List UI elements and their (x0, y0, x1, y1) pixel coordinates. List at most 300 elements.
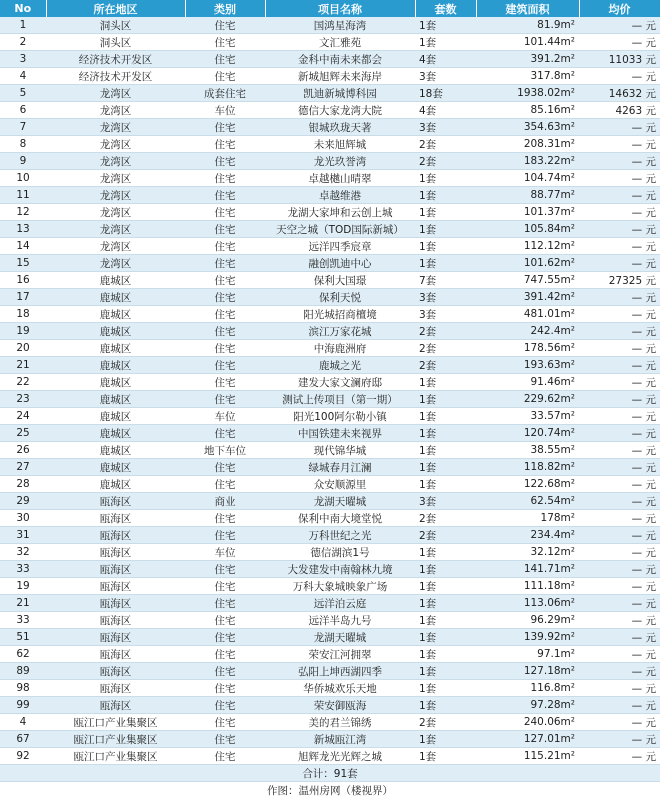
cell-no: 14 (0, 238, 46, 255)
cell-no: 17 (0, 289, 46, 306)
cell-district: 瓯海区 (46, 629, 185, 646)
cell-price: — 元 (579, 697, 660, 714)
table-row (0, 34, 660, 51)
cell-no: 3 (0, 51, 46, 68)
cell-project: 滨江万家花城 (265, 323, 415, 340)
cell-units: 3套 (415, 68, 476, 85)
header-no: No (0, 0, 46, 17)
cell-no: 98 (0, 680, 46, 697)
table-row (0, 714, 660, 731)
cell-project: 保利大国璟 (265, 272, 415, 289)
table-row (0, 119, 660, 136)
cell-price: — 元 (579, 612, 660, 629)
cell-district: 龙湾区 (46, 170, 185, 187)
cell-district: 瓯江口产业集聚区 (46, 731, 185, 748)
cell-area: 101.37m² (476, 204, 579, 221)
cell-category: 住宅 (185, 153, 265, 170)
table-row (0, 629, 660, 646)
cell-category: 住宅 (185, 510, 265, 527)
table-row (0, 459, 660, 476)
cell-district: 龙湾区 (46, 102, 185, 119)
cell-price: — 元 (579, 306, 660, 323)
cell-area: 101.62m² (476, 255, 579, 272)
table-row (0, 204, 660, 221)
cell-no: 26 (0, 442, 46, 459)
cell-price: — 元 (579, 425, 660, 442)
cell-no: 15 (0, 255, 46, 272)
cell-price: — 元 (579, 714, 660, 731)
cell-units: 1套 (415, 646, 476, 663)
cell-district: 瓯海区 (46, 578, 185, 595)
cell-price: — 元 (579, 221, 660, 238)
cell-units: 3套 (415, 119, 476, 136)
cell-district: 龙湾区 (46, 119, 185, 136)
cell-no: 24 (0, 408, 46, 425)
cell-area: 118.82m² (476, 459, 579, 476)
header-row (0, 0, 660, 17)
cell-project: 美的君兰锦绣 (265, 714, 415, 731)
table-row (0, 527, 660, 544)
cell-no: 19 (0, 578, 46, 595)
cell-category: 车位 (185, 102, 265, 119)
cell-area: 229.62m² (476, 391, 579, 408)
cell-area: 96.29m² (476, 612, 579, 629)
cell-units: 1套 (415, 391, 476, 408)
cell-units: 1套 (415, 697, 476, 714)
cell-price: — 元 (579, 459, 660, 476)
cell-district: 洞头区 (46, 34, 185, 51)
cell-area: 240.06m² (476, 714, 579, 731)
table-row (0, 51, 660, 68)
cell-district: 鹿城区 (46, 357, 185, 374)
cell-project: 远洋泊云庭 (265, 595, 415, 612)
cell-project: 华侨城欢乐天地 (265, 680, 415, 697)
cell-no: 10 (0, 170, 46, 187)
cell-project: 旭辉龙光光辉之城 (265, 748, 415, 765)
cell-units: 7套 (415, 272, 476, 289)
cell-area: 111.18m² (476, 578, 579, 595)
cell-district: 瓯海区 (46, 595, 185, 612)
cell-no: 23 (0, 391, 46, 408)
cell-units: 1套 (415, 544, 476, 561)
cell-no: 1 (0, 17, 46, 34)
cell-no: 19 (0, 323, 46, 340)
cell-price: — 元 (579, 510, 660, 527)
table-row (0, 238, 660, 255)
cell-district: 鹿城区 (46, 374, 185, 391)
cell-units: 1套 (415, 221, 476, 238)
cell-units: 18套 (415, 85, 476, 102)
cell-category: 住宅 (185, 391, 265, 408)
cell-project: 龙湖天曜城 (265, 629, 415, 646)
cell-no: 6 (0, 102, 46, 119)
table-row (0, 748, 660, 765)
table-row (0, 697, 660, 714)
cell-units: 2套 (415, 136, 476, 153)
cell-price: — 元 (579, 629, 660, 646)
cell-district: 瓯海区 (46, 561, 185, 578)
cell-project: 万科世纪之光 (265, 527, 415, 544)
cell-units: 1套 (415, 731, 476, 748)
table-row (0, 340, 660, 357)
cell-project: 万科大象城映象广场 (265, 578, 415, 595)
cell-project: 龙湖天曜城 (265, 493, 415, 510)
cell-units: 1套 (415, 595, 476, 612)
cell-no: 92 (0, 748, 46, 765)
cell-no: 30 (0, 510, 46, 527)
cell-price: — 元 (579, 204, 660, 221)
cell-units: 1套 (415, 34, 476, 51)
cell-district: 洞头区 (46, 17, 185, 34)
cell-price: — 元 (579, 527, 660, 544)
cell-units: 1套 (415, 663, 476, 680)
cell-units: 2套 (415, 527, 476, 544)
cell-category: 住宅 (185, 306, 265, 323)
cell-area: 33.57m² (476, 408, 579, 425)
cell-area: 242.4m² (476, 323, 579, 340)
cell-district: 鹿城区 (46, 459, 185, 476)
cell-units: 1套 (415, 255, 476, 272)
cell-project: 天空之城（TOD国际新城） (265, 221, 415, 238)
table-row (0, 102, 660, 119)
cell-project: 德信湖滨1号 (265, 544, 415, 561)
cell-category: 住宅 (185, 561, 265, 578)
cell-category: 车位 (185, 408, 265, 425)
cell-units: 1套 (415, 476, 476, 493)
table-row (0, 425, 660, 442)
table-row (0, 578, 660, 595)
cell-category: 住宅 (185, 68, 265, 85)
cell-category: 住宅 (185, 731, 265, 748)
cell-no: 7 (0, 119, 46, 136)
table-row (0, 561, 660, 578)
cell-project: 保利中南大境堂悦 (265, 510, 415, 527)
cell-category: 住宅 (185, 527, 265, 544)
cell-area: 183.22m² (476, 153, 579, 170)
cell-no: 22 (0, 374, 46, 391)
cell-district: 鹿城区 (46, 306, 185, 323)
cell-area: 141.71m² (476, 561, 579, 578)
cell-area: 747.55m² (476, 272, 579, 289)
cell-category: 住宅 (185, 238, 265, 255)
cell-project: 现代锦华城 (265, 442, 415, 459)
cell-area: 88.77m² (476, 187, 579, 204)
cell-category: 车位 (185, 544, 265, 561)
cell-units: 1套 (415, 578, 476, 595)
cell-price: — 元 (579, 408, 660, 425)
table-row (0, 289, 660, 306)
cell-project: 众安顺源里 (265, 476, 415, 493)
table-row (0, 272, 660, 289)
cell-units: 1套 (415, 17, 476, 34)
table-row (0, 323, 660, 340)
table-row (0, 646, 660, 663)
cell-no: 9 (0, 153, 46, 170)
table-row (0, 17, 660, 34)
cell-no: 32 (0, 544, 46, 561)
cell-category: 住宅 (185, 629, 265, 646)
cell-district: 龙湾区 (46, 187, 185, 204)
cell-project: 卓越维港 (265, 187, 415, 204)
cell-category: 住宅 (185, 136, 265, 153)
cell-project: 卓越樾山晴翠 (265, 170, 415, 187)
cell-project: 绿城春月江澜 (265, 459, 415, 476)
cell-district: 经济技术开发区 (46, 68, 185, 85)
cell-price: — 元 (579, 663, 660, 680)
total-text: 合计：91套 (0, 765, 660, 782)
cell-category: 住宅 (185, 459, 265, 476)
cell-district: 瓯海区 (46, 680, 185, 697)
table-row (0, 544, 660, 561)
cell-units: 2套 (415, 153, 476, 170)
cell-project: 金科中南未来都会 (265, 51, 415, 68)
cell-units: 3套 (415, 493, 476, 510)
cell-no: 67 (0, 731, 46, 748)
cell-price: — 元 (579, 153, 660, 170)
cell-price: — 元 (579, 680, 660, 697)
table-row (0, 408, 660, 425)
table-row (0, 170, 660, 187)
cell-category: 住宅 (185, 221, 265, 238)
cell-district: 鹿城区 (46, 408, 185, 425)
cell-units: 2套 (415, 714, 476, 731)
cell-area: 101.44m² (476, 34, 579, 51)
table-row (0, 136, 660, 153)
table-row (0, 187, 660, 204)
cell-district: 瓯海区 (46, 527, 185, 544)
cell-project: 龙湖大家坤和云创上城 (265, 204, 415, 221)
cell-price: — 元 (579, 731, 660, 748)
cell-area: 115.21m² (476, 748, 579, 765)
cell-price: 27325 元 (579, 272, 660, 289)
cell-area: 91.46m² (476, 374, 579, 391)
cell-units: 1套 (415, 748, 476, 765)
cell-area: 178.56m² (476, 340, 579, 357)
cell-project: 中海鹿洲府 (265, 340, 415, 357)
cell-price: — 元 (579, 17, 660, 34)
cell-price: — 元 (579, 170, 660, 187)
cell-no: 62 (0, 646, 46, 663)
cell-price: — 元 (579, 340, 660, 357)
cell-price: — 元 (579, 238, 660, 255)
cell-category: 住宅 (185, 425, 265, 442)
cell-category: 地下车位 (185, 442, 265, 459)
cell-area: 38.55m² (476, 442, 579, 459)
table-row (0, 476, 660, 493)
cell-units: 1套 (415, 442, 476, 459)
cell-category: 住宅 (185, 187, 265, 204)
table-row (0, 493, 660, 510)
cell-category: 住宅 (185, 748, 265, 765)
cell-district: 瓯海区 (46, 493, 185, 510)
cell-project: 银城玖珑天著 (265, 119, 415, 136)
cell-no: 28 (0, 476, 46, 493)
cell-district: 鹿城区 (46, 323, 185, 340)
cell-area: 127.18m² (476, 663, 579, 680)
cell-project: 建发大家文澜府邸 (265, 374, 415, 391)
cell-no: 29 (0, 493, 46, 510)
cell-area: 97.28m² (476, 697, 579, 714)
cell-project: 凯迪新城博科园 (265, 85, 415, 102)
cell-category: 住宅 (185, 646, 265, 663)
cell-project: 阳光100阿尔勒小镇 (265, 408, 415, 425)
cell-price: — 元 (579, 646, 660, 663)
cell-area: 97.1m² (476, 646, 579, 663)
cell-price: — 元 (579, 136, 660, 153)
cell-units: 2套 (415, 510, 476, 527)
cell-area: 122.68m² (476, 476, 579, 493)
cell-units: 1套 (415, 374, 476, 391)
cell-units: 1套 (415, 187, 476, 204)
cell-area: 317.8m² (476, 68, 579, 85)
cell-district: 龙湾区 (46, 255, 185, 272)
cell-project: 中国铁建未来视界 (265, 425, 415, 442)
cell-units: 1套 (415, 170, 476, 187)
cell-price: — 元 (579, 442, 660, 459)
cell-price: — 元 (579, 748, 660, 765)
cell-area: 139.92m² (476, 629, 579, 646)
header-units: 套数 (415, 0, 476, 17)
cell-no: 4 (0, 68, 46, 85)
cell-units: 1套 (415, 204, 476, 221)
cell-area: 127.01m² (476, 731, 579, 748)
cell-district: 龙湾区 (46, 238, 185, 255)
cell-area: 105.84m² (476, 221, 579, 238)
cell-district: 瓯海区 (46, 697, 185, 714)
cell-district: 鹿城区 (46, 476, 185, 493)
cell-category: 住宅 (185, 612, 265, 629)
cell-area: 193.63m² (476, 357, 579, 374)
cell-area: 120.74m² (476, 425, 579, 442)
cell-area: 113.06m² (476, 595, 579, 612)
cell-district: 瓯海区 (46, 663, 185, 680)
table-footer (0, 765, 660, 799)
cell-no: 2 (0, 34, 46, 51)
cell-area: 104.74m² (476, 170, 579, 187)
cell-units: 1套 (415, 680, 476, 697)
total-row (0, 765, 660, 782)
cell-category: 住宅 (185, 697, 265, 714)
cell-category: 住宅 (185, 340, 265, 357)
cell-category: 商业 (185, 493, 265, 510)
table-body (0, 17, 660, 765)
cell-project: 测试上传项目（第一期） (265, 391, 415, 408)
cell-units: 2套 (415, 357, 476, 374)
cell-project: 融创凯迪中心 (265, 255, 415, 272)
cell-no: 27 (0, 459, 46, 476)
cell-category: 住宅 (185, 170, 265, 187)
cell-price: — 元 (579, 391, 660, 408)
cell-category: 住宅 (185, 17, 265, 34)
cell-category: 住宅 (185, 476, 265, 493)
cell-units: 1套 (415, 425, 476, 442)
cell-category: 住宅 (185, 357, 265, 374)
cell-project: 荣安御瓯海 (265, 697, 415, 714)
cell-units: 3套 (415, 289, 476, 306)
header-project: 项目名称 (265, 0, 415, 17)
cell-price: — 元 (579, 289, 660, 306)
cell-project: 国鸿星海湾 (265, 17, 415, 34)
table-header (0, 0, 660, 17)
cell-price: — 元 (579, 544, 660, 561)
cell-project: 保利天悦 (265, 289, 415, 306)
cell-category: 住宅 (185, 204, 265, 221)
cell-no: 51 (0, 629, 46, 646)
cell-district: 鹿城区 (46, 272, 185, 289)
table-row (0, 221, 660, 238)
header-district: 所在地区 (46, 0, 185, 17)
cell-price: — 元 (579, 357, 660, 374)
cell-category: 住宅 (185, 680, 265, 697)
cell-district: 鹿城区 (46, 391, 185, 408)
cell-no: 18 (0, 306, 46, 323)
table-row (0, 357, 660, 374)
cell-category: 住宅 (185, 255, 265, 272)
cell-district: 鹿城区 (46, 340, 185, 357)
cell-area: 354.63m² (476, 119, 579, 136)
cell-units: 1套 (415, 238, 476, 255)
table-row (0, 68, 660, 85)
cell-district: 龙湾区 (46, 136, 185, 153)
cell-no: 25 (0, 425, 46, 442)
cell-category: 住宅 (185, 595, 265, 612)
cell-no: 11 (0, 187, 46, 204)
cell-price: — 元 (579, 476, 660, 493)
cell-no: 16 (0, 272, 46, 289)
cell-district: 龙湾区 (46, 153, 185, 170)
cell-price: — 元 (579, 119, 660, 136)
cell-district: 经济技术开发区 (46, 51, 185, 68)
cell-district: 龙湾区 (46, 204, 185, 221)
credit-text: 作图：温州房网（楼视界） (0, 782, 660, 799)
cell-price: — 元 (579, 255, 660, 272)
cell-project: 荣安江河拥翠 (265, 646, 415, 663)
cell-units: 3套 (415, 306, 476, 323)
cell-no: 12 (0, 204, 46, 221)
cell-area: 391.42m² (476, 289, 579, 306)
cell-units: 1套 (415, 629, 476, 646)
cell-category: 住宅 (185, 663, 265, 680)
header-area: 建筑面积 (476, 0, 579, 17)
cell-no: 89 (0, 663, 46, 680)
cell-district: 鹿城区 (46, 442, 185, 459)
cell-area: 32.12m² (476, 544, 579, 561)
cell-area: 85.16m² (476, 102, 579, 119)
cell-project: 远洋四季宸章 (265, 238, 415, 255)
cell-district: 瓯江口产业集聚区 (46, 748, 185, 765)
cell-category: 住宅 (185, 578, 265, 595)
cell-category: 住宅 (185, 119, 265, 136)
cell-no: 99 (0, 697, 46, 714)
table-row (0, 680, 660, 697)
cell-units: 2套 (415, 340, 476, 357)
cell-area: 481.01m² (476, 306, 579, 323)
cell-units: 1套 (415, 459, 476, 476)
table-row (0, 510, 660, 527)
table-row (0, 391, 660, 408)
cell-area: 208.31m² (476, 136, 579, 153)
cell-price: 11033 元 (579, 51, 660, 68)
cell-district: 鹿城区 (46, 425, 185, 442)
cell-district: 瓯江口产业集聚区 (46, 714, 185, 731)
cell-price: 14632 元 (579, 85, 660, 102)
cell-no: 31 (0, 527, 46, 544)
cell-units: 4套 (415, 51, 476, 68)
cell-units: 1套 (415, 561, 476, 578)
cell-no: 13 (0, 221, 46, 238)
cell-no: 33 (0, 561, 46, 578)
table-row (0, 612, 660, 629)
